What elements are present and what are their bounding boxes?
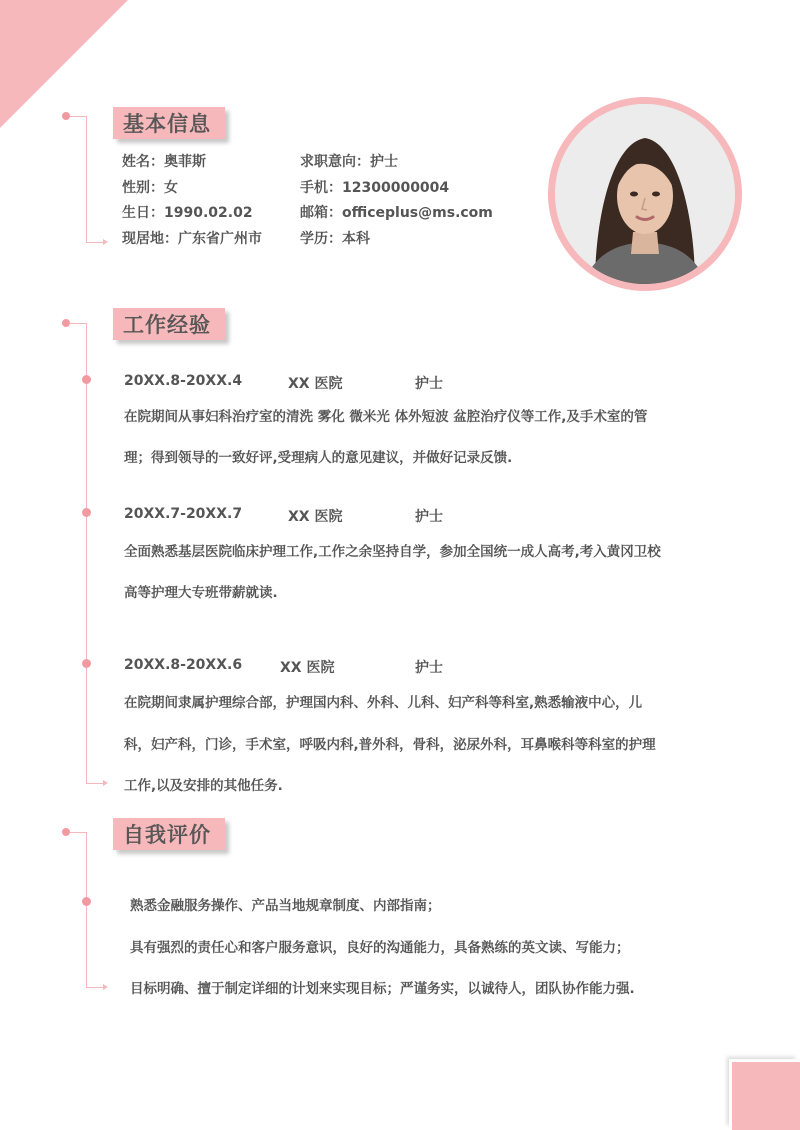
work-company: XX 医院: [280, 660, 335, 676]
timeline-line-self-eval: [86, 832, 87, 987]
timeline-end-arrow: [86, 987, 106, 988]
work-period: 20XX.7-20XX.7: [124, 506, 243, 522]
timeline-dot: [82, 659, 91, 668]
work-role: 护士: [415, 660, 443, 676]
work-period: 20XX.8-20XX.6: [124, 657, 243, 673]
timeline-dot: [82, 897, 91, 906]
work-role: 护士: [415, 509, 443, 525]
timeline-start-dot: [62, 828, 70, 836]
corner-decoration-top-left: [0, 0, 128, 128]
info-education: 学历：本科: [300, 231, 370, 247]
photo-frame: [548, 97, 742, 291]
timeline-dot: [82, 508, 91, 517]
info-name: 姓名：奥菲斯: [122, 154, 206, 170]
timeline-line-work: [86, 323, 87, 783]
section-title: 工作经验: [123, 313, 211, 337]
timeline-end-arrow: [86, 242, 106, 243]
info-email: 邮箱：officeplus@ms.com: [300, 205, 493, 221]
timeline-end-arrow: [86, 783, 106, 784]
work-description-line: 在院期间从事妇科治疗室的清洗 雾化 微米光 体外短波 盆腔治疗仪等工作,及手术室的管: [124, 409, 648, 425]
work-company: XX 医院: [288, 376, 343, 392]
work-description-line: 高等护理大专班带薪就读.: [124, 585, 278, 601]
section-header-work-experience: [113, 308, 225, 340]
work-description-line: 在院期间隶属护理综合部，护理国内科、外科、儿科、妇产科等科室,熟悉输液中心，儿: [124, 695, 643, 711]
work-company: XX 医院: [288, 509, 343, 525]
info-phone: 手机：12300000004: [300, 180, 450, 196]
section-header-self-evaluation: [113, 818, 225, 850]
timeline-line-basic-info: [86, 116, 87, 242]
timeline-connector: [70, 116, 86, 117]
work-description-line: 科，妇产科，门诊，手术室，呼吸内科,普外科，骨科，泌尿外科，耳鼻喉科等科室的护理: [124, 737, 656, 753]
timeline-connector: [70, 323, 86, 324]
timeline-connector: [70, 832, 86, 833]
info-residence: 现居地：广东省广州市: [122, 231, 262, 247]
work-description-line: 理；得到领导的一致好评,受理病人的意见建议，并做好记录反馈.: [124, 450, 513, 466]
timeline-start-dot: [62, 319, 70, 327]
section-title: 自我评价: [123, 823, 211, 847]
info-job-intent: 求职意向：护士: [300, 154, 398, 170]
self-evaluation-item: 熟悉金融服务操作、产品当地规章制度、内部指南；: [130, 898, 441, 914]
timeline-dot: [82, 375, 91, 384]
work-period: 20XX.8-20XX.4: [124, 373, 243, 389]
section-title: 基本信息: [123, 112, 211, 136]
work-role: 护士: [415, 376, 443, 392]
section-header-basic-info: [113, 107, 225, 139]
portrait-icon: [555, 104, 735, 284]
work-description-line: 工作,以及安排的其他任务.: [124, 778, 283, 794]
corner-decoration-bottom-right: [732, 1062, 800, 1130]
portrait-photo: [555, 104, 735, 284]
timeline-start-dot: [62, 112, 70, 120]
info-gender: 性别：女: [122, 180, 178, 196]
self-evaluation-item: 具有强烈的责任心和客户服务意识，良好的沟通能力，具备熟练的英文读、写能力；: [130, 940, 630, 956]
work-description-line: 全面熟悉基层医院临床护理工作,工作之余坚持自学，参加全国统一成人高考,考入黄冈卫校: [124, 544, 661, 560]
self-evaluation-item: 目标明确、擅于制定详细的计划来实现目标；严谨务实，以诚待人，团队协作能力强.: [130, 981, 635, 997]
info-birthday: 生日：1990.02.02: [122, 205, 253, 221]
